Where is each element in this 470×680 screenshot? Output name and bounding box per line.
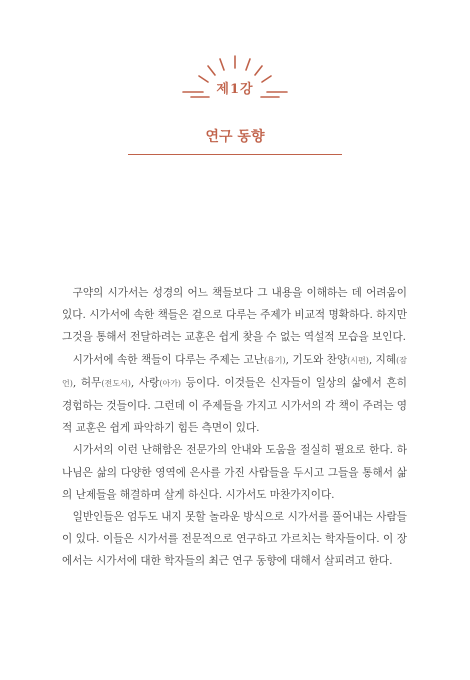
title-underline: [128, 154, 342, 155]
paragraph-text: 시가서에 속한 책들이 다루는 주제는 고난: [72, 353, 264, 366]
paragraph-text: 시가서의 이런 난해함은 전문가의 안내와 도움을 절실히 필요로 한다. 하나님은 삶의 다양한 영역에 은사를 가진 사람들을 두시고 그들을 통해서 삶의 난제들을 해결하며 살게 하신다. 시가서도 마찬가지이다.: [62, 444, 407, 501]
paragraph-text: 등이다. 이것들은 신자들이 일상의 삶에서 흔히 경험하는 것들이다. 그런데 이 주제들을 가지고 시가서의 각 책이 주려는 영적 교훈은 쉽게 파악하기 힘든 측면이 있다.: [62, 376, 408, 435]
book-reference: (잠언): [62, 355, 407, 388]
paragraph: [62, 506, 407, 573]
paragraph-text: 구약의 시가서는 성경의 어느 책들보다 그 내용을 이해하는 데 어려움이 있다. 시가서에 속한 책들은 겉으로 다루는 주제가 비교적 명확하다. 하지만 그것을 통해서 전달하려는 교훈은 쉽게 찾을 수 없는 역설적 모습을 보인다.: [62, 287, 407, 344]
paragraph: [62, 439, 407, 506]
book-reference: (시편): [347, 355, 369, 365]
paragraph: [62, 349, 407, 440]
chapter-number: 제1강: [216, 82, 254, 97]
chapter-title: 연구 동향: [205, 129, 265, 145]
paragraph-text: , 지혜: [368, 353, 397, 366]
book-reference: (전도서): [101, 378, 131, 388]
paragraph-text: , 사랑: [130, 376, 160, 389]
paragraph-text: , 허무: [72, 376, 102, 389]
book-reference: (욥기): [263, 355, 286, 365]
book-reference: (아가): [159, 378, 182, 388]
paragraph: [62, 282, 407, 349]
body-text: [62, 282, 407, 573]
paragraph-text: 일반인들은 엄두도 내지 못할 놀라운 방식으로 시가서를 풀어내는 사람들이 있다. 이들은 시가서를 전문적으로 연구하고 가르치는 학자들이다. 이 장에서는 시가서에 대한 학자들의 최근 연구 동향에 대해서 살피려고 한다.: [62, 511, 407, 568]
paragraph-text: , 기도와 찬양: [285, 353, 348, 366]
